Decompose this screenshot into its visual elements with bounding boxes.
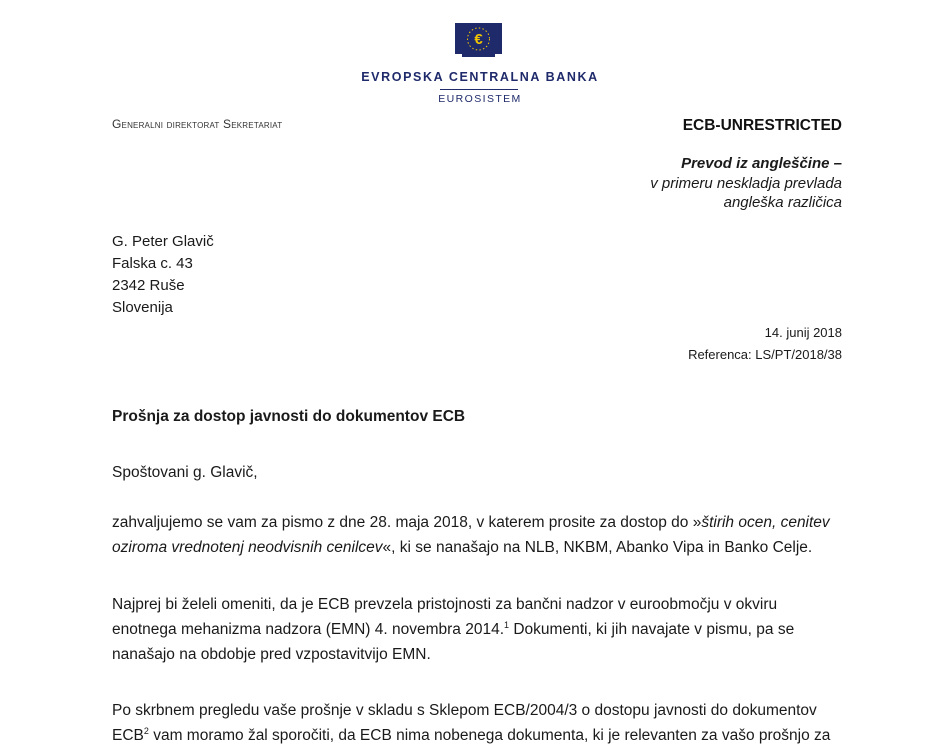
- paragraph-line: [112, 617, 852, 642]
- quoted-text: oziroma vrednotenj neodvisnih cenilcev: [112, 539, 383, 556]
- paragraph-line: [112, 535, 852, 560]
- translation-note: [650, 154, 842, 213]
- directorate-label: Generalni direktorat Sekretariat: [112, 117, 283, 131]
- letter-reference: Referenca: LS/PT/2018/38: [688, 347, 842, 362]
- paragraph-line: Najprej bi želeli omeniti, da je ECB prevzela pristojnosti za bančni nadzor v euroobmočju v okviru: [112, 596, 778, 613]
- letterhead-divider: [440, 89, 518, 90]
- footnote-marker: 1: [504, 620, 510, 630]
- eurosystem-label: EUROSISTEM: [438, 93, 522, 105]
- svg-text:€: €: [474, 31, 483, 48]
- text-run: vam moramo žal sporočiti, da ECB nima nobenega dokumenta, ki je relevanten za vašo prošnjo za: [148, 727, 831, 744]
- paragraph-line: nanašajo na obdobje pred vzpostavitvijo EMN.: [112, 646, 431, 663]
- paragraph-line: [112, 723, 852, 748]
- recipient-city: 2342 Ruše: [112, 277, 185, 294]
- paragraph-line: Po skrbnem pregledu vaše prošnje v skladu s Sklepom ECB/2004/3 o dostopu javnosti do dokumentov: [112, 702, 817, 719]
- salutation: Spoštovani g. Glavič,: [112, 464, 258, 481]
- recipient-country: Slovenija: [112, 299, 173, 316]
- classification-label: ECB-UNRESTRICTED: [682, 117, 842, 134]
- translation-note-line: Prevod iz angleščine –: [681, 155, 842, 172]
- recipient-name: G. Peter Glavič: [112, 233, 214, 250]
- quoted-text: štirih ocen, cenitev: [701, 514, 830, 531]
- text-run: Dokumenti, ki jih navajate v pismu, pa se: [509, 621, 795, 638]
- translation-note-line: v primeru neskladja prevlada: [650, 174, 842, 192]
- footnote-marker: 2: [143, 726, 149, 736]
- text-run: enotnega mehanizma nadzora (EMN) 4. novembra 2014.: [112, 621, 505, 638]
- body-paragraph-2: [112, 592, 852, 667]
- body-paragraph-3: [112, 698, 852, 748]
- letter-meta: [688, 322, 842, 366]
- letter-date: 14. junij 2018: [764, 325, 842, 340]
- body-paragraph-1: [112, 510, 852, 560]
- translation-note-line: angleška različica: [723, 194, 842, 211]
- paragraph-line: [112, 510, 852, 535]
- text-run: «, ki se nanašajo na NLB, NKBM, Abanko Vipa in Banko Celje.: [382, 539, 813, 556]
- text-run: ECB: [112, 727, 144, 744]
- ecb-euro-logo-icon: [455, 23, 502, 63]
- bank-name: EVROPSKA CENTRALNA BANKA: [361, 70, 599, 84]
- recipient-street: Falska c. 43: [112, 255, 193, 272]
- text-run: zahvaljujemo se vam za pismo z dne 28. maja 2018, v katerem prosite za dostop do »: [112, 514, 702, 531]
- recipient-address: [112, 231, 214, 319]
- letter-subject: Prošnja za dostop javnosti do dokumentov ECB: [112, 408, 466, 425]
